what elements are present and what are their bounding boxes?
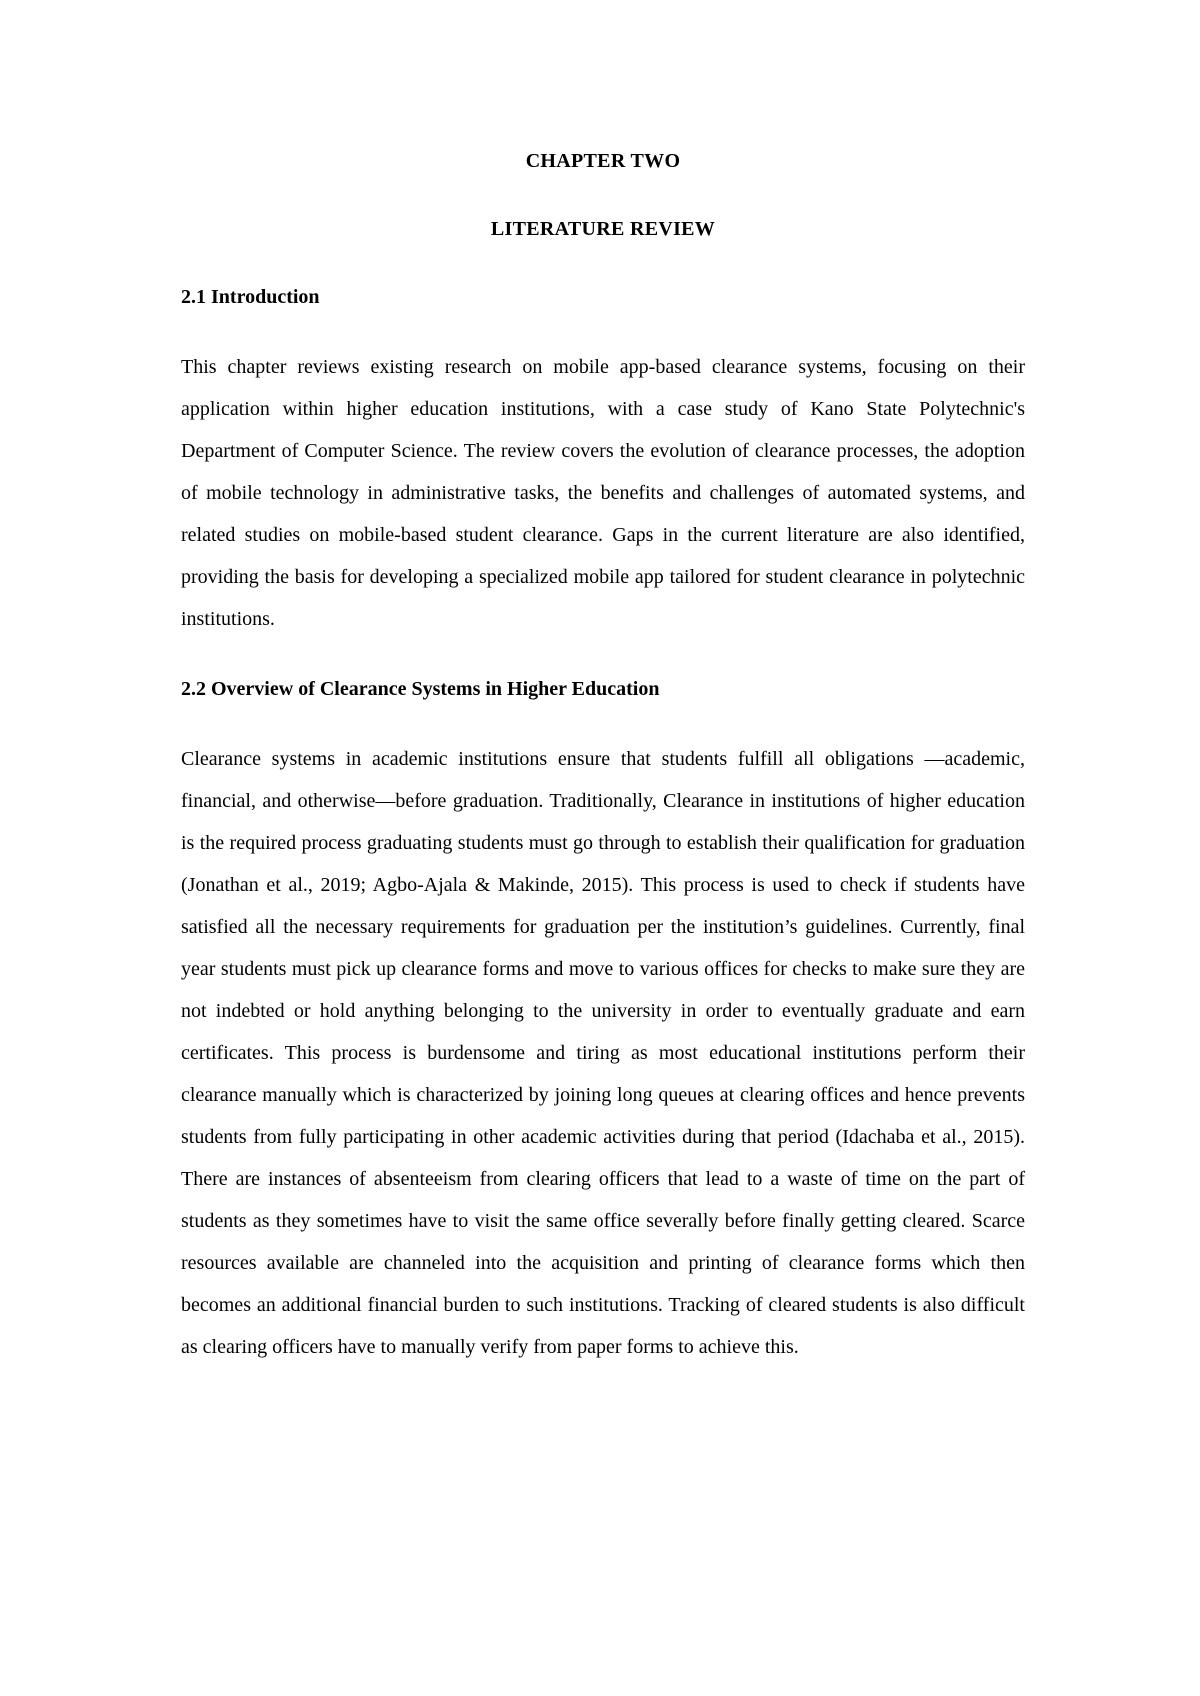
- document-page: [181, 136, 1025, 1368]
- section-heading-overview: 2.2 Overview of Clearance Systems in Higher Education: [181, 678, 660, 700]
- overview-paragraph: Clearance systems in academic institutions ensure that students fulfill all obligations —academic, financial, and otherwise—before graduation. Traditionally, Clearance in institutions of higher education is the required process graduating students must go through to establish their qualification for graduation (Jonathan et al., 2019; Agbo-Ajala & Makinde, 2015). This process is used to check if students have satisfied all the necessary requirements for graduation per the institution’s guidelines. Currently, final year students must pick up clearance forms and move to various offices for checks to make sure they are not indebted or hold anything belonging to the university in order to eventually graduate and earn certificates. This process is burdensome and tiring as most educational institutions perform their clearance manually which is characterized by joining long queues at clearing offices and hence prevents students from fully participating in other academic activities during that period (Idachaba et al., 2015). There are instances of absenteeism from clearing officers that lead to a waste of time on the part of students as they sometimes have to visit the same office severally before finally getting cleared. Scarce resources available are channeled into the acquisition and printing of clearance forms which then becomes an additional financial burden to such institutions. Tracking of cleared students is also difficult as clearing officers have to manually verify from paper forms to achieve this.: [181, 748, 1025, 1358]
- chapter-title: LITERATURE REVIEW: [490, 218, 716, 240]
- section-heading-introduction: 2.1 Introduction: [181, 286, 320, 308]
- chapter-number: CHAPTER TWO: [525, 150, 681, 172]
- introduction-paragraph: This chapter reviews existing research on mobile app-based clearance systems, focusing on their application within higher education institutions, with a case study of Kano State Polytechnic's Department of Computer Science. The review covers the evolution of clearance processes, the adoption of mobile technology in administrative tasks, the benefits and challenges of automated systems, and related studies on mobile-based student clearance. Gaps in the current literature are also identified, providing the basis for developing a specialized mobile app tailored for student clearance in polytechnic institutions.: [181, 356, 1025, 630]
